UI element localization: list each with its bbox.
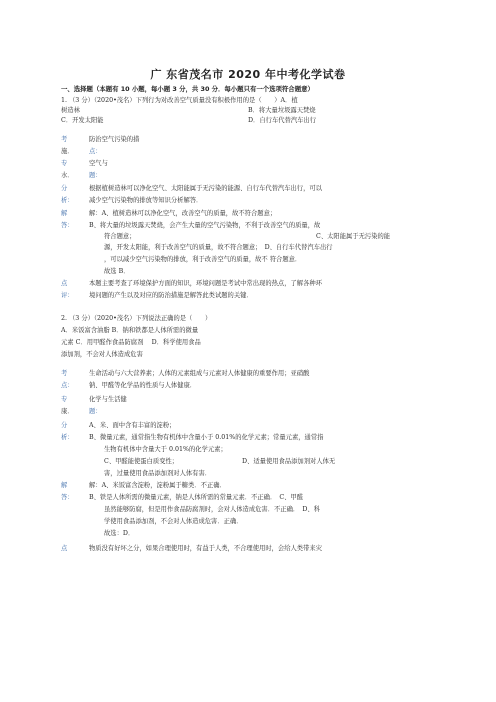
q1-zhuanti-label-2: 水． [61,172,74,179]
q2-fenxi-label-2: 析： [61,434,74,441]
section-heading: 一、选择题（本题有 10 小题，每小题 3 分，共 30 分．每小题只有一个选项符合题意） [61,85,314,93]
q1-jieda-text-4: 源，开发太阳能，利于改善空气的质量，故不符合题意； D、自行车代替汽车出行 [104,244,333,251]
q2-fenxi-label-1: 分 [61,422,68,429]
q1-jieda-label-2: 答： [61,222,74,229]
q2-jieda-text-3: 虽然能够防腐，但是用作食品防腐剂时，会对人体造成危害．不正确． D、科 [104,506,320,513]
q2-fenxi-text-4a: C、甲醛能使蛋白质变性； [104,458,179,465]
q1-dianping-text-2: 境问题的产生以及对应的防治措施是解答此类试题的关键． [89,292,253,299]
q2-stem-line-1: 2. （3 分）（2020•茂名）下列说法正确的是（ ） [61,315,212,322]
q2-stem-line-3: 元素 C．用甲醛作食品防腐剂 D．科学使用食品 [61,339,201,346]
q1-jieda-text-6: 故选 B． [104,268,130,275]
q1-option-b: B．将大量垃圾露天焚烧 [248,107,316,114]
q2-jieda-label-1: 解 [61,482,68,489]
q1-jieda-text-2: B、将大量的垃圾露天焚烧，会产生大量的空气污染物，不利于改善空气的质量，故 [89,222,321,229]
q2-fenxi-text-4b: D、适量使用食品添加剂对人体无 [242,458,336,465]
q1-jieda-text-3b: C、太阳能属于无污染的能 [316,233,391,240]
q2-fenxi-text-5: 害，过量使用食品添加剂对人体有害． [104,470,212,477]
q2-dianping-text-1: 物质没有好坏之分，如果合理使用时，有益于人类，不合理使用时，会给人类带来灾 [89,545,322,552]
page-title: 广 东省茂名市 2020 年中考化学试卷 [150,68,346,81]
q1-dianping-label-2: 评： [61,292,74,299]
q2-fenxi-text-2: B、微量元素，通常指生物有机体中含量小于 0.01%的化学元素；常量元素，通常指 [89,434,324,441]
q1-kaodian-text-2: 点： [89,148,102,155]
q2-jieda-text-4: 学使用食品添加剂，不会对人体造成危害．正确． [104,518,243,525]
q2-zhuanti-label-1: 专 [61,396,68,403]
q1-jieda-text-3a: 符合题意； [104,233,136,240]
q1-option-a: 树造林 [61,107,80,114]
q2-fenxi-text-1: A、米、面中含有丰富的淀粉； [89,422,176,429]
q1-fenxi-label-2: 析： [61,197,74,204]
q2-kaodian-label-2: 点： [61,382,74,389]
q1-fenxi-text-1: 根据植树造林可以净化空气、太阳能属于无污染的能源、自行车代替汽车出行，可以 [89,185,322,192]
q1-dianping-text-1: 本题主要考查了环境保护方面的知识，环境问题是考试中常出现的热点，了解各种环 [89,280,322,287]
q1-option-c: C．开发太阳能 [61,117,104,124]
q2-kaodian-text-2: 钠、甲醛等化学品的性质与人体健康． [89,382,197,389]
q1-kaodian-label-2: 施． [61,148,74,155]
q1-jieda-text-5: ，可以减少空气污染物的排放，利于改善空气的质量，故不 符合题意． [104,256,302,263]
q2-jieda-text-2: B、铁是人体所需的微量元素，钠是人体所需的常量元素．不正确． C、甲醛 [89,494,304,501]
q1-fenxi-label-1: 分 [61,185,68,192]
q2-kaodian-text-1: 生命活动与六大营养素；人体的元素组成与元素对人体健康的重要作用；亚硝酸 [89,370,310,377]
q1-jieda-text-1: 解：A、植树造林可以净化空气，改善空气的质量，故不符合题意； [89,210,277,217]
q1-stem-line-1: 1. （3 分）（2020•茂名）下列行为对改善空气质量没有积极作用的是（ ）A．植 [61,97,298,104]
q2-jieda-label-2: 答： [61,494,74,501]
q2-kaodian-label-1: 考 [61,370,68,377]
q2-zhuanti-text-1: 化学与生活健 [89,396,127,403]
q1-kaodian-label-1: 考 [61,136,68,143]
q1-fenxi-text-2: 减少空气污染物的排放等知识分析解答． [89,197,203,204]
q2-zhuanti-text-2: 题： [89,408,102,415]
q1-dianping-label-1: 点 [61,280,68,287]
q1-zhuanti-text-1: 空气与 [89,160,108,167]
q1-jieda-label-1: 解 [61,210,68,217]
q2-jieda-text-5: 故选：D． [104,530,135,537]
q2-dianping-label-1: 点 [61,545,68,552]
q2-stem-line-4: 添加剂，不会对人体造成危害 [61,351,143,358]
q2-zhuanti-label-2: 康． [61,408,74,415]
q1-zhuanti-text-2: 题： [89,172,102,179]
q1-zhuanti-label-1: 专 [61,160,68,167]
q2-fenxi-text-3: 生物有机体中含量大于 0.01%的化学元素； [104,446,227,453]
q2-jieda-text-1: 解：A、米饭富含淀粉，淀粉属于糖类．不正确． [89,482,226,489]
q1-option-d: D．自行车代替汽车出行 [248,117,317,124]
q1-kaodian-text-1: 防治空气污染的措 [89,136,140,143]
q2-stem-line-2: A．米饭富含油脂 B．钠和铁都是人体所需的微量 [61,327,199,334]
